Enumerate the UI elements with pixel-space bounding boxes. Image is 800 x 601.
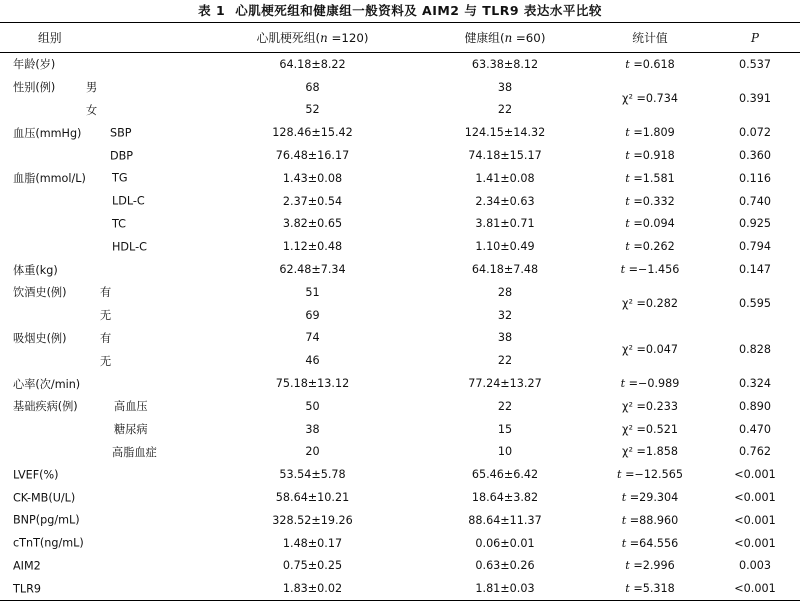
healthy-value: 28 (497, 285, 513, 299)
mi-value: 20 (305, 445, 320, 459)
healthy-value: 74.18±15.17 (468, 149, 542, 163)
row-sublabel: 高脂血症 (112, 445, 157, 459)
table-row (0, 235, 800, 258)
table-row (0, 577, 800, 600)
mi-value: 58.64±10.21 (275, 491, 350, 505)
row-sublabel: 高血压 (114, 400, 148, 414)
stat-value: χ² =0.521 (622, 422, 678, 436)
p-value: 0.740 (738, 194, 772, 208)
table-row (0, 486, 800, 509)
healthy-value: 1.41±0.08 (475, 171, 535, 185)
row-label: CK-MB(U/L) (13, 491, 76, 505)
healthy-value: 38 (497, 80, 513, 94)
healthy-value: 63.38±8.12 (471, 57, 539, 71)
healthy-value: 0.06±0.01 (475, 536, 535, 550)
healthy-value: 77.24±13.27 (468, 377, 542, 391)
p-value: <0.001 (710, 577, 800, 600)
table-title: 心肌梗死组和健康组一般资料及 AIM2 与 TLR9 表达水平比较 (235, 3, 602, 18)
row-label: 血脂(mmol/L) (13, 172, 86, 186)
table-row (0, 53, 800, 76)
header-p-value: P (710, 23, 800, 53)
p-value: 0.072 (738, 126, 772, 140)
table-row (0, 258, 800, 281)
p-value: <0.001 (734, 491, 776, 505)
mi-value: 52 (305, 103, 320, 117)
p-value: 0.925 (738, 217, 772, 231)
healthy-value: 64.18±7.48 (471, 263, 539, 277)
healthy-value: 1.81±0.03 (420, 577, 590, 600)
stat-value: t =0.918 (625, 149, 675, 163)
row-sublabel: HDL-C (112, 240, 147, 254)
mi-value: 74 (305, 331, 320, 345)
table-row (0, 532, 800, 555)
p-value: 0.794 (738, 240, 772, 254)
healthy-value: 88.64±11.37 (468, 513, 542, 527)
p-value: <0.001 (734, 513, 776, 527)
healthy-value: 38 (497, 331, 513, 345)
healthy-value: 22 (497, 399, 513, 413)
healthy-value: 65.46±6.42 (471, 468, 539, 482)
p-value: 0.890 (738, 399, 772, 413)
healthy-value: 18.64±3.82 (471, 491, 539, 505)
p-value: 0.003 (738, 559, 772, 573)
stat-value: t =29.304 (621, 491, 679, 505)
row-sublabel: LDL-C (112, 194, 145, 208)
mi-value: 1.12±0.48 (282, 240, 343, 254)
row-label: 血压(mmHg) (13, 126, 82, 140)
stat-value: t =0.618 (625, 57, 675, 71)
table-row (0, 509, 800, 532)
table-row (0, 281, 800, 304)
table-row (0, 121, 800, 144)
p-value: 0.391 (738, 92, 772, 106)
table-row (0, 441, 800, 464)
header-mi-group: 心肌梗死组(n =120) (205, 23, 420, 53)
mi-value: 51 (305, 285, 320, 299)
stat-value: χ² =0.734 (622, 92, 678, 106)
row-sublabel: 有 (100, 331, 112, 345)
mi-value: 1.43±0.08 (282, 171, 343, 185)
mi-value: 46 (305, 354, 320, 368)
stat-value: t =5.318 (590, 577, 710, 600)
stat-value: t =1.809 (625, 126, 675, 140)
healthy-value: 3.81±0.71 (475, 217, 535, 231)
row-label: cTnT(ng/mL) (13, 536, 84, 550)
stat-value: t =64.556 (621, 536, 679, 550)
mi-value: 76.48±16.17 (275, 149, 350, 163)
mi-value: 0.75±0.25 (282, 559, 343, 573)
table-row (0, 190, 800, 213)
row-label: LVEF(%) (13, 468, 59, 482)
comparison-table (0, 22, 800, 601)
mi-value: 68 (305, 80, 320, 94)
p-value: 0.147 (738, 263, 772, 277)
healthy-value: 15 (497, 422, 513, 436)
table-row (0, 213, 800, 236)
stat-value: t =0.094 (625, 217, 675, 231)
row-sublabel: 糖尿病 (114, 423, 148, 437)
header-healthy-group: 健康组(n =60) (420, 23, 590, 53)
row-sublabel: 有 (100, 286, 112, 300)
stat-value: t =1.581 (625, 171, 675, 185)
mi-value: 128.46±15.42 (272, 126, 353, 140)
table-row (0, 463, 800, 486)
row-sublabel: TC (112, 217, 126, 231)
healthy-value: 2.34±0.63 (475, 194, 535, 208)
mi-value: 53.54±5.78 (279, 468, 346, 482)
p-value: <0.001 (734, 468, 776, 482)
table-row (0, 395, 800, 418)
mi-value: 328.52±19.26 (272, 513, 353, 527)
stat-value: χ² =0.047 (622, 342, 678, 356)
healthy-value: 10 (497, 445, 513, 459)
row-sublabel: 男 (86, 81, 98, 95)
mi-value: 1.48±0.17 (282, 536, 343, 550)
mi-value: 1.83±0.02 (205, 577, 420, 600)
stat-value: t =0.262 (625, 240, 675, 254)
header-statistic: 统计值 (590, 23, 710, 53)
row-label: TLR9 (13, 582, 41, 596)
row-sublabel: SBP (110, 126, 132, 140)
p-value: <0.001 (734, 536, 776, 550)
table-header-row (0, 23, 800, 53)
p-value: 0.470 (738, 422, 772, 436)
mi-value: 3.82±0.65 (282, 217, 343, 231)
mi-value: 50 (305, 399, 320, 413)
mi-value: 75.18±13.12 (275, 377, 350, 391)
p-value: 0.537 (738, 57, 772, 71)
healthy-value: 124.15±14.32 (464, 126, 546, 140)
table-caption (0, 0, 800, 22)
healthy-value: 1.10±0.49 (475, 240, 535, 254)
table-row (0, 76, 800, 99)
table-row (0, 372, 800, 395)
table-number: 表 1 (198, 3, 226, 18)
row-label: 体重(kg) (13, 263, 58, 277)
stat-value: χ² =1.858 (622, 445, 678, 459)
stat-value: χ² =0.282 (622, 297, 678, 311)
row-sublabel: 女 (86, 103, 98, 117)
p-value: 0.595 (738, 297, 772, 311)
healthy-value: 22 (497, 103, 513, 117)
row-sublabel: 无 (100, 354, 112, 368)
healthy-value: 32 (497, 308, 513, 322)
row-sublabel: 无 (100, 309, 112, 323)
table-row (0, 555, 800, 578)
table-row (0, 327, 800, 350)
healthy-value: 0.63±0.26 (475, 559, 535, 573)
mi-value: 69 (305, 308, 320, 322)
stat-value: t =−12.565 (617, 468, 683, 482)
stat-value: t =2.996 (625, 559, 675, 573)
table-row (0, 418, 800, 441)
mi-value: 64.18±8.22 (279, 57, 346, 71)
row-label: AIM2 (13, 559, 41, 573)
row-label: 性别(例) (13, 81, 56, 95)
row-label: 饮酒史(例) (13, 286, 67, 300)
p-value: 0.762 (738, 445, 772, 459)
row-label: 基础疾病(例) (13, 400, 78, 414)
row-label: 吸烟史(例) (13, 331, 67, 345)
p-value: 0.324 (738, 377, 772, 391)
mi-value: 62.48±7.34 (279, 263, 346, 277)
table-row (0, 144, 800, 167)
mi-value: 2.37±0.54 (282, 194, 343, 208)
header-group: 组别 (0, 23, 205, 53)
row-label: 年龄(岁) (13, 58, 56, 72)
p-value: 0.828 (738, 342, 772, 356)
row-label: BNP(pg/mL) (13, 513, 80, 527)
table-row (0, 167, 800, 190)
p-value: 0.116 (738, 171, 772, 185)
row-label: 心率(次/min) (13, 377, 81, 391)
p-value: 0.360 (738, 149, 772, 163)
mi-value: 38 (305, 422, 320, 436)
stat-value: t =−1.456 (620, 263, 680, 277)
stat-value: t =−0.989 (620, 377, 680, 391)
healthy-value: 22 (497, 354, 513, 368)
row-sublabel: DBP (110, 149, 134, 163)
stat-value: χ² =0.233 (622, 399, 678, 413)
row-sublabel: TG (112, 171, 128, 185)
stat-value: t =88.960 (621, 513, 679, 527)
stat-value: t =0.332 (625, 194, 675, 208)
